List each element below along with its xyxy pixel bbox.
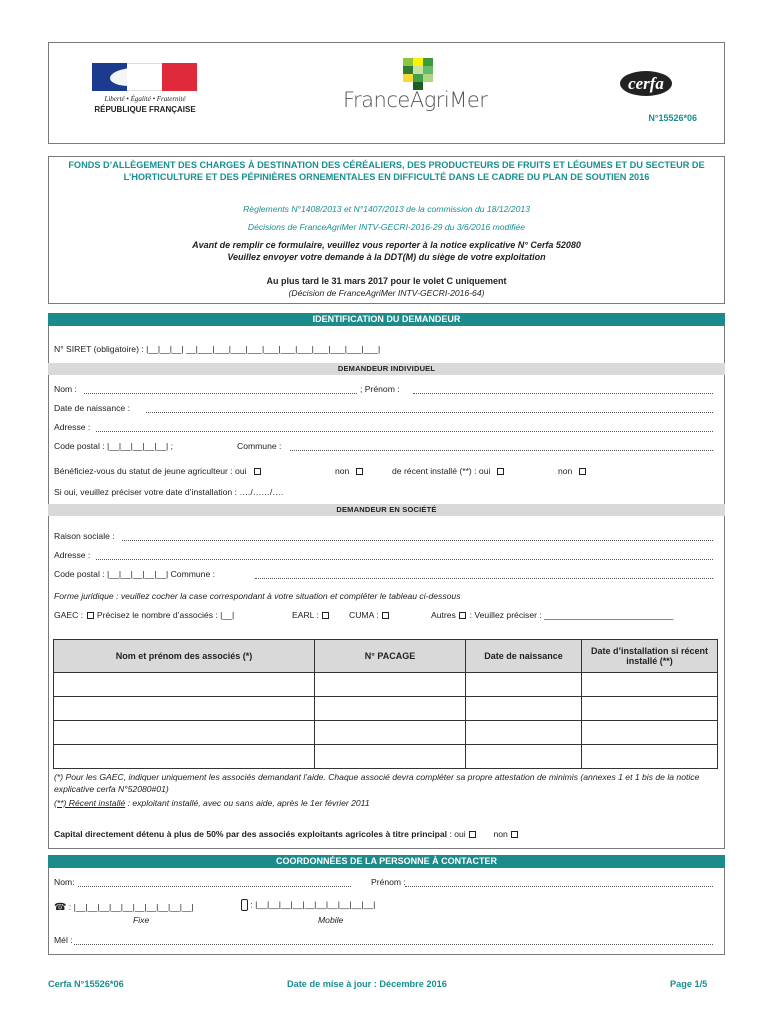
col-header-naissance: Date de naissance <box>466 640 582 673</box>
code-postal-field[interactable]: Code postal : |__|__|__|__|__| ; <box>54 441 173 451</box>
adresse-societe-label: Adresse : <box>54 550 91 560</box>
phone-fixe-digits: : |__|__|__|__|__|__|__|__|__|__| <box>68 902 194 912</box>
autres-detail-field[interactable]: : Veuillez préciser : ___________________________ <box>469 610 674 620</box>
form-title: FONDS D’ALLÈGEMENT DES CHARGES À DESTINATION DES CÉRÉALIERS, DES PRODUCTEURS DE FRUITS ET LÉGUMES ET DU SECTEUR DE L’HORTICULTURE ET DES PÉPINIÈRES ORNEMENTALES EN DIFFICULTÉ DANS LE CADRE DU PLAN DE SOUTIEN 2016 <box>68 160 705 182</box>
jeune-agri-non-checkbox[interactable] <box>356 468 363 475</box>
mel-label: Mél : <box>54 935 73 945</box>
table-cell[interactable] <box>582 721 718 745</box>
table-cell[interactable] <box>315 673 466 697</box>
decisions-line: Décisions de FranceAgriMer INTV-GECRI-2016-29 du 3/6/2016 modifiée <box>247 222 526 232</box>
footer-date: Date de mise à jour : Décembre 2016 <box>287 979 447 989</box>
capital-non-label: non <box>493 829 508 839</box>
prenom-label: ; Prénom : <box>360 384 400 394</box>
mel-input[interactable] <box>74 944 713 945</box>
table-cell[interactable] <box>54 697 315 721</box>
identification-heading: IDENTIFICATION DU DEMANDEUR <box>48 313 725 326</box>
table-cell[interactable] <box>466 721 582 745</box>
contact-nom-input[interactable] <box>78 886 351 887</box>
capital-question <box>54 829 519 839</box>
table-cell[interactable] <box>582 673 718 697</box>
jeune-agriculteur-question <box>54 466 262 476</box>
col-header-pacage: N° PACAGE <box>315 640 466 673</box>
table-row <box>54 745 718 769</box>
gaec-label: GAEC : <box>54 610 84 620</box>
table-cell[interactable] <box>466 673 582 697</box>
marianne-logo-red <box>162 63 197 91</box>
footnote-recent-installe <box>54 798 714 810</box>
footer-page: Page 1/5 <box>670 979 708 989</box>
capital-oui-label: : oui <box>449 829 466 839</box>
reglements-line: Règlements N°1408/2013 et N°1407/2013 de la commission du 18/12/2013 <box>243 204 530 214</box>
mobile-phone-icon <box>241 899 248 911</box>
table-cell[interactable] <box>582 745 718 769</box>
mobile-caption: Mobile <box>318 915 344 925</box>
prenom-input[interactable] <box>413 393 713 394</box>
jeune-agri-non-option <box>335 466 364 476</box>
capital-label: Capital directement détenu à plus de 50% par des associés exploitants agricoles à titre principal <box>54 829 448 839</box>
raison-sociale-input[interactable] <box>122 540 713 541</box>
siret-field[interactable]: N° SIRET (obligatoire) : |__|__|__| __|___|___|___|___|___|___|___|___|___|___|___| <box>54 344 381 354</box>
phone-fixe-field[interactable] <box>54 902 194 913</box>
adresse-input[interactable] <box>96 431 713 432</box>
earl-option <box>292 610 330 620</box>
table-cell[interactable] <box>582 697 718 721</box>
table-cell[interactable] <box>54 745 315 769</box>
table-row <box>54 721 718 745</box>
recent-oui-checkbox[interactable] <box>497 468 504 475</box>
phone-mobile-field[interactable] <box>241 899 375 911</box>
table-cell[interactable] <box>315 721 466 745</box>
table-cell[interactable] <box>466 697 582 721</box>
cerfa-logo: cerfa <box>620 71 672 96</box>
footnote-gaec: (*) Pour les GAEC, indiquer uniquement les associés demandant l’aide. Chaque associé devra compléter sa propre attestation de minimis (annexes 1 et 1 bis de la notice explicative cerfa N°52080#01) <box>54 772 700 794</box>
capital-oui-checkbox[interactable] <box>469 831 476 838</box>
cp-commune-societe-label: Code postal : |__|__|__|__|__| Commune : <box>54 569 216 579</box>
footnote-recent-text: : exploitant installé, avec ou sans aide, après le 1er février 2011 <box>127 798 370 808</box>
adresse-label: Adresse : <box>54 422 91 432</box>
fixe-caption: Fixe <box>133 915 150 925</box>
naissance-input[interactable] <box>146 412 713 413</box>
republique-motto: Liberté • Égalité • Fraternité <box>104 95 186 103</box>
contact-prenom-label: Prénom : <box>371 877 406 887</box>
autres-option <box>431 610 673 620</box>
contact-prenom-input[interactable] <box>405 886 713 887</box>
table-cell[interactable] <box>315 697 466 721</box>
commune-input[interactable] <box>290 450 713 451</box>
table-cell[interactable] <box>54 721 315 745</box>
contact-heading: COORDONNÉES DE LA PERSONNE À CONTACTER <box>48 855 725 868</box>
jeune-agri-oui-checkbox[interactable] <box>254 468 261 475</box>
table-cell[interactable] <box>54 673 315 697</box>
naissance-label: Date de naissance : <box>54 403 130 413</box>
company-subheading: DEMANDEUR EN SOCIÉTÉ <box>48 504 725 516</box>
jeune-agri-non-label: non <box>335 466 350 476</box>
table-row <box>54 697 718 721</box>
footer-cerfa: Cerfa N°15526*06 <box>48 979 124 989</box>
autres-checkbox[interactable] <box>459 612 466 619</box>
envoi-line: Veuillez envoyer votre demande à la DDT(M) du siège de votre exploitation <box>227 252 546 262</box>
recent-non-option <box>558 466 587 476</box>
nom-input[interactable] <box>84 393 357 394</box>
recent-non-label: non <box>558 466 573 476</box>
cuma-option <box>349 610 390 620</box>
associes-table <box>53 639 718 769</box>
contact-nom-label: Nom: <box>54 877 75 887</box>
commune-label: Commune : <box>237 441 282 451</box>
gaec-associes-field[interactable]: Précisez le nombre d’associés : |__| <box>96 610 235 620</box>
gaec-option <box>54 610 234 620</box>
autres-label: Autres <box>431 610 456 620</box>
phone-mobile-digits: : |__|__|__|__|__|__|__|__|__|__| <box>250 899 376 910</box>
footnote-recent-label: (**) Récent installé <box>54 798 126 808</box>
recent-non-checkbox[interactable] <box>579 468 586 475</box>
earl-label: EARL : <box>292 610 319 620</box>
commune-societe-input[interactable] <box>255 578 713 579</box>
table-cell[interactable] <box>466 745 582 769</box>
earl-checkbox[interactable] <box>322 612 329 619</box>
franceagrimer-logo-icon <box>403 58 433 90</box>
deadline-reference: (Décision de FranceAgriMer INTV-GECRI-2016-64) <box>288 288 485 298</box>
deadline-line: Au plus tard le 31 mars 2017 pour le volet C uniquement <box>266 276 507 286</box>
nom-label: Nom : <box>54 384 77 394</box>
notice-line: Avant de remplir ce formulaire, veuillez vous reporter à la notice explicative N° Cerfa 52080 <box>192 240 581 250</box>
raison-sociale-label: Raison sociale : <box>54 531 115 541</box>
jeune-agriculteur-label: Bénéficiez-vous du statut de jeune agriculteur : oui <box>54 466 247 476</box>
date-installation-field[interactable]: Si oui, veuillez préciser votre date d’installation : …./……/…. <box>54 487 284 497</box>
republique-name: RÉPUBLIQUE FRANÇAISE <box>94 105 196 114</box>
cuma-label: CUMA : <box>349 610 379 620</box>
recent-installe-option <box>392 466 505 476</box>
franceagrimer-wordmark: FranceAgriMer <box>343 88 488 112</box>
col-header-nom: Nom et prénom des associés (*) <box>54 640 315 673</box>
recent-installe-label: de récent installé (**) : oui <box>392 466 491 476</box>
table-row <box>54 673 718 697</box>
table-cell[interactable] <box>315 745 466 769</box>
individual-subheading: DEMANDEUR INDIVIDUEL <box>48 363 725 375</box>
col-header-installation: Date d’installation si récent installé (**) <box>582 640 718 673</box>
capital-non-checkbox[interactable] <box>511 831 518 838</box>
cuma-checkbox[interactable] <box>382 612 389 619</box>
associes-table-header <box>54 640 718 673</box>
adresse-societe-input[interactable] <box>96 559 713 560</box>
gaec-checkbox[interactable] <box>87 612 94 619</box>
forme-juridique-instruction: Forme juridique : veuillez cocher la case correspondant à votre situation et compléter le tableau ci-dessous <box>54 591 461 601</box>
telephone-icon: ☎ <box>54 902 67 913</box>
cerfa-number: N°15526*06 <box>648 113 697 123</box>
